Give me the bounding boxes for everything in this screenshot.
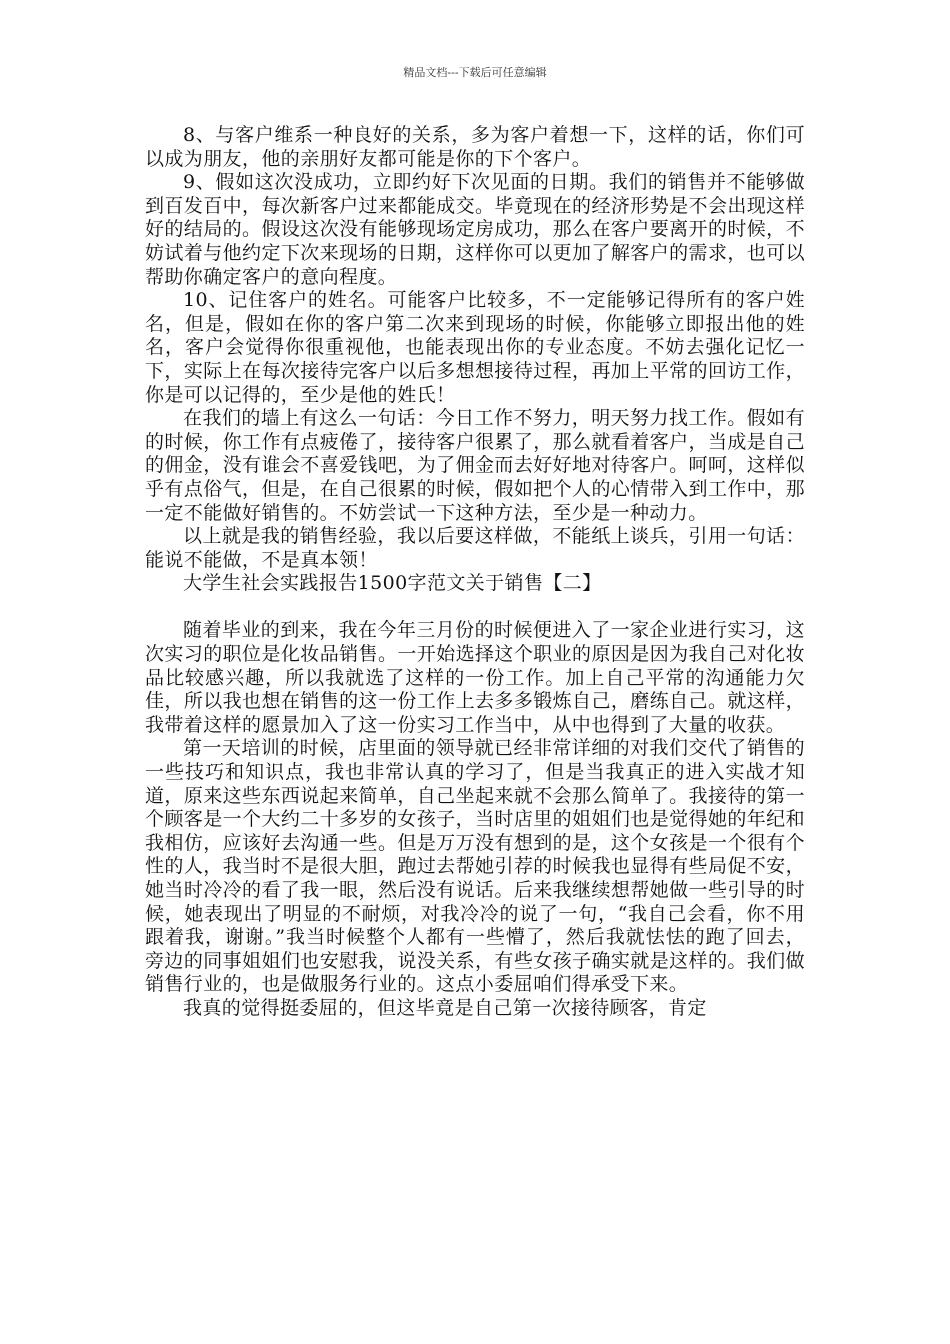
paragraph-wall-saying: 在我们的墙上有这么一句话：今日工作不努力，明天努力找工作。假如有的时候，你工作有点疲倦了，接待客户很累了，那么就看着客户，当成是自己的佣金，没有谁会不喜爱钱吧，为了佣金而去好好地对待客户。呵呵，这样似乎有点俗气，但是，在自己很累的时候，假如把个人的心情带入到工作中，那一定不能做好销售的。不妨尝试一下这种方法，至少是一种动力。 — [145, 407, 805, 524]
paragraph-first-day: 第一天培训的时候，店里面的领导就已经非常详细的对我们交代了销售的一些技巧和知识点，我也非常认真的学习了，但是当我真正的进入实战才知道，原来这些东西说起来简单，自己坐起来就不会那么简单了。我接待的第一个顾客是一个大约二十多岁的女孩子，当时店里的姐姐们也是觉得她的年纪和我相仿，应该好去沟通一些。但是万万没有想到的是，这个女孩是一个很有个性的人，我当时不是很大胆，跑过去帮她引荐的时候我也显得有些局促不安，她当时冷冷的看了我一眼，然后没有说话。后来我继续想帮她做一些引导的时候，她表现出了明显的不耐烦，对我冷冷的说了一句，“我自己会看，你不用跟着我，谢谢。”我当时候整个人都有一些懵了，然后我就怯怯的跑了回去，旁边的同事姐姐们也安慰我，说没关系，有些女孩子确实就是这样的。我们做销售行业的，也是做服务行业的。这点小委屈咱们得承受下来。 — [145, 737, 805, 996]
paragraph-item-9: 9、假如这次没成功，立即约好下次见面的日期。我们的销售并不能够做到百发百中，每次新客户过来都能成交。毕竟现在的经济形势是不会出现这样好的结局的。假设这次没有能够现场定房成功，那么在客户要离开的时候，不妨试着与他约定下次来现场的日期，这样你可以更加了解客户的需求，也可以帮助你确定客户的意向程度。 — [145, 171, 805, 288]
section-title: 大学生社会实践报告1500字范文关于销售【二】 — [183, 572, 602, 595]
page-header: 精品文档---下载后可任意编辑 — [403, 66, 547, 79]
document-body — [145, 124, 805, 1021]
paragraph-conclusion: 以上就是我的销售经验，我以后要这样做，不能纸上谈兵，引用一句话：能说不能做，不是真本领！ — [145, 525, 805, 571]
paragraph-item-10: 10、记住客户的姓名。可能客户比较多，不一定能够记得所有的客户姓名，但是，假如在你的客户第二次来到现场的时候，你能够立即报出他的姓名，客户会觉得你很重视他，也能表现出你的专业态度。不妨去强化记忆一下，实际上在每次接待完客户以后多想想接待过程，再加上平常的回访工作，你是可以记得的，至少是他的姓氏！ — [145, 289, 805, 406]
paragraph-item-8: 8、与客户维系一种良好的关系，多为客户着想一下，这样的话，你们可以成为朋友，他的亲朋好友都可能是你的下个客户。 — [145, 124, 805, 170]
paragraph-internship-intro: 随着毕业的到来，我在今年三月份的时候便进入了一家企业进行实习，这次实习的职位是化妆品销售。一开始选择这个职业的原因是因为我自己对化妆品比较感兴趣，所以我就选了这样的一份工作。加上自己平常的沟通能力欠佳，所以我也想在销售的这一份工作上去多多锻炼自己，磨练自己。就这样，我带着这样的愿景加入了这一份实习工作当中，从中也得到了大量的收获。 — [145, 619, 805, 736]
paragraph-feeling: 我真的觉得挺委屈的，但这毕竟是自己第一次接待顾客，肯定 — [183, 996, 707, 1019]
blank-line — [145, 596, 805, 620]
